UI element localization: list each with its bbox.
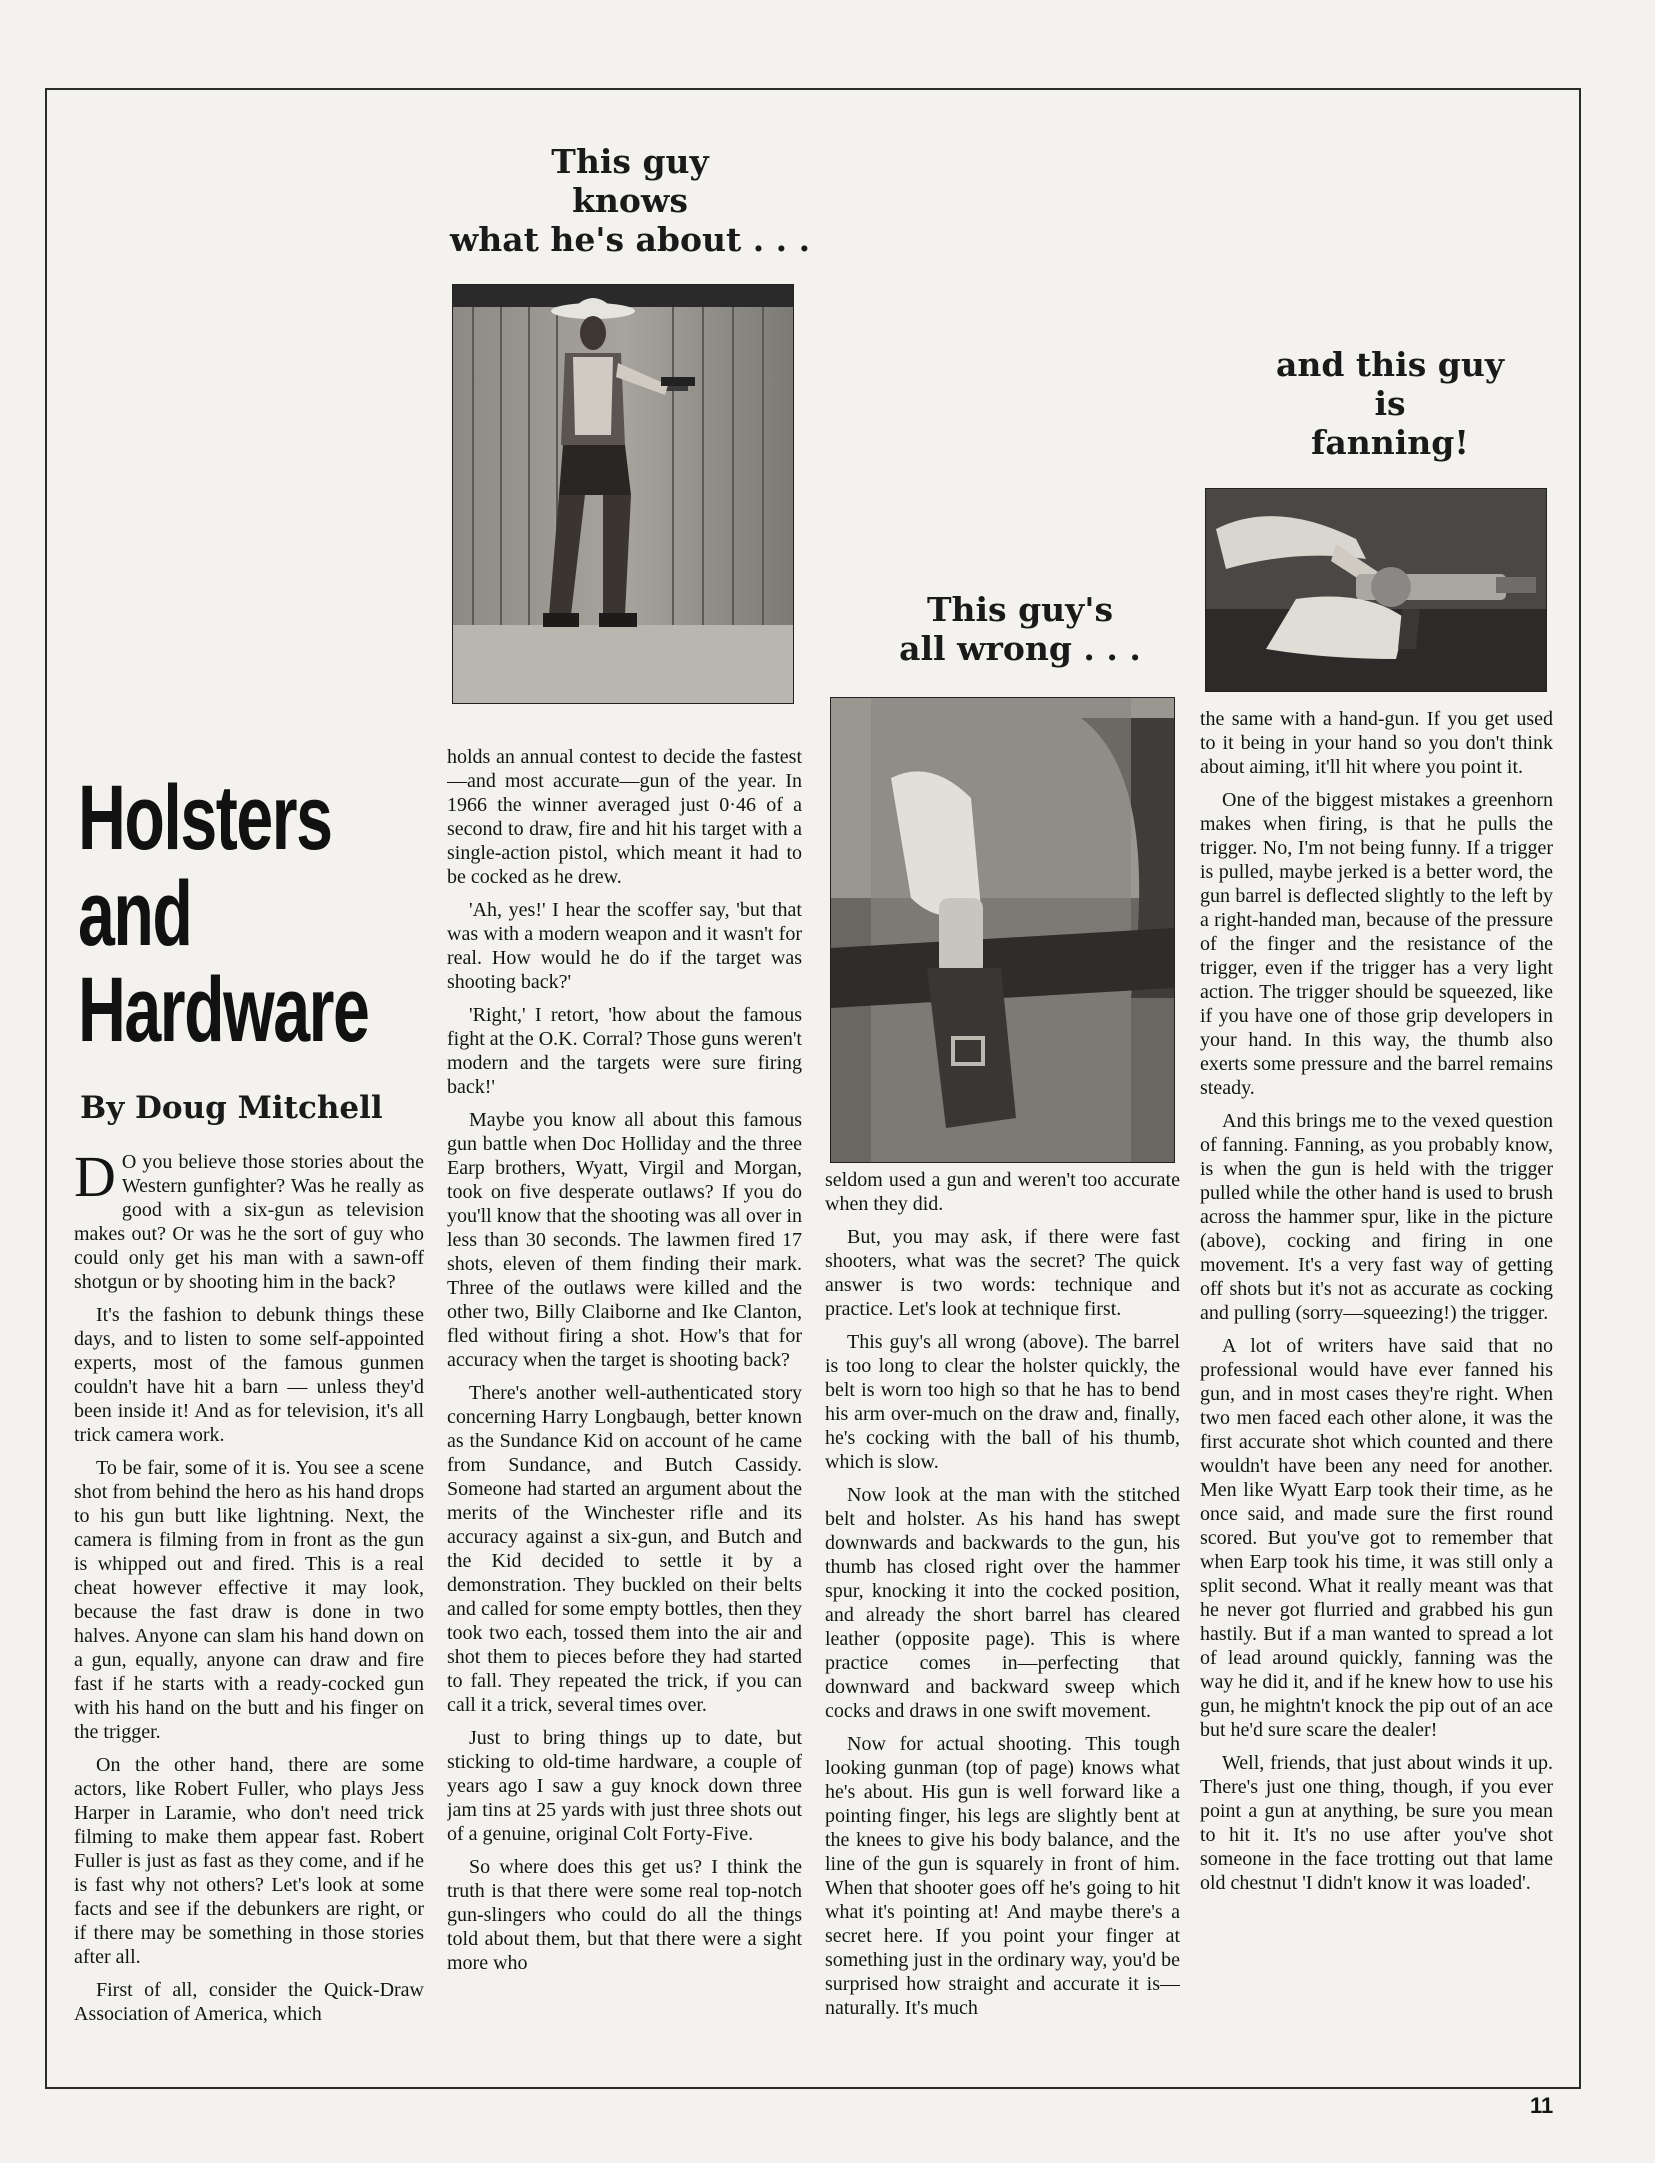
col4-paragraph-3: And this brings me to the vexed question of fanning. Fanning, as you probably know, is when the gun is held with the trigger pulled while the other hand is used to brush across the hammer spur, like in the picture (above), cocking and firing in one movement. It's a very fast way of getting off shots but it's not as accurate as cocking and pulling (sorry—squeezing!) the trigger. xyxy=(1200,1110,1553,1324)
col1-paragraph-3: To be fair, some of it is. You see a scene shot from behind the hero as his hand drops to his gun butt like lightning. Next, the camera is filming from in front as the gun is whipped out and fired. This is a real cheat however effective it may look, because the fast draw is done in two halves. Anyone can slam his hand down on a gun, equally, anyone can draw and fire fast if he starts with a ready-cocked gun with his hand on the butt and his finger on the trigger. xyxy=(74,1457,424,1743)
caption-knows xyxy=(440,142,820,259)
byline: By Doug Mitchell xyxy=(80,1090,383,1126)
col2-paragraph-3: 'Right,' I retort, 'how about the famous fight at the O.K. Corral? Those guns weren't modern and the targets were sure firing back!' xyxy=(447,1004,802,1098)
col3-paragraph-3: This guy's all wrong (above). The barrel is too long to clear the holster quickly, the belt is worn too high so that he has to bend his arm over-much on the draw and, finally, he's cocking with the ball of his thumb, which is slow. xyxy=(825,1331,1180,1473)
article-column-2 xyxy=(447,745,802,2045)
gunman-drawing-illustration xyxy=(453,285,793,703)
caption-knows-line3: what he's about . . . xyxy=(449,220,811,259)
col1-paragraph-1: D O you believe those stories about the Western gunfighter? Was he really as good with a six-gun as television makes out? Or was he the sort of guy who could only get his man with a sawn-off shotgun or by shooting him in the back? xyxy=(74,1150,424,1293)
col2-paragraph-6: Just to bring things up to date, but sticking to old-time hardware, a couple of years ago I saw a guy knock down three jam tins at 25 yards with just three shots out of a genuine, original Colt Forty-Five. xyxy=(447,1727,802,1845)
col3-paragraph-5: Now for actual shooting. This tough looking gunman (top of page) knows what he's about. His gun is well forward like a pointing finger, his legs are slightly bent at the knees to give his body balance, and the line of the gun is squarely in front of him. When that shooter goes off he's going to hit what it's pointing at! And maybe there's a secret here. If you point your finger at something just in the ordinary way, you'd be surprised how straight and accurate it is—naturally. It's much xyxy=(825,1733,1180,2019)
drop-cap: D xyxy=(74,1150,116,1209)
photo-holster-wrong xyxy=(830,697,1175,1163)
caption-fanning-line3: fanning! xyxy=(1311,423,1469,462)
col2-paragraph-5: There's another well-authenticated story concerning Harry Longbaugh, better known as the Sundance Kid on account of he came from Sundance, and Butch Cassidy. Someone had started an argument about the merits of the Winchester rifle and its accuracy against a six-gun, and Butch and the Kid decided to settle it by a demonstration. They buckled on their belts and called for some empty bottles, then they took two each, tossed them into the air and shot them to pieces before they had started to fall. They repeated the trick, if you can call it a trick, several times over. xyxy=(447,1382,802,1716)
photo-gunman-drawing xyxy=(452,284,794,704)
col3-paragraph-1: seldom used a gun and weren't too accurate when they did. xyxy=(825,1169,1180,1215)
col2-paragraph-4: Maybe you know all about this famous gun battle when Doc Holliday and the three Earp brothers, Wyatt, Virgil and Morgan, took on five desperate outlaws? If you do you'll know that the shooting was all over in less than 30 seconds. The lawmen fired 17 shots, eleven of them finding their mark. Three of the outlaws were killed and the other two, Billy Claiborne and Ike Clanton, fled without firing a shot. How's that for accuracy when the target is shooting back? xyxy=(447,1109,802,1371)
col4-paragraph-2: One of the biggest mistakes a greenhorn makes when firing, is that he pulls the trigger. No, I'm not being funny. If a trigger is pulled, maybe jerked is a better word, the gun barrel is deflected slightly to the left by a right-handed man, because of the pressure of the finger and the resistance of the trigger, even if the trigger has a very light action. The trigger should be squeezed, like if you have one of those grip developers in your hand. In this way, the thumb also exerts some pressure and the barrel remains steady. xyxy=(1200,789,1553,1099)
col2-paragraph-1: holds an annual contest to decide the fastest—and most accurate—gun of the year. In 1966 the winner averaged just 0·46 of a second to draw, fire and hit his target with a single-action pistol, which meant it had to be cocked as he drew. xyxy=(447,746,802,888)
col4-paragraph-5: Well, friends, that just about winds it up. There's just one thing, though, if you ever point a gun at anything, be sure you mean to hit it. It's no use after you've shot someone in the face trotting out that lame old chestnut 'I didn't know it was loaded'. xyxy=(1200,1752,1553,1894)
caption-knows-line2: knows xyxy=(572,181,688,220)
page-number: 11 xyxy=(1530,2093,1554,2118)
col4-paragraph-1: the same with a hand-gun. If you get used to it being in your hand so you don't think about aiming, it'll hit where you point it. xyxy=(1200,708,1553,778)
col4-paragraph-4: A lot of writers have said that no professional would have ever fanned his gun, and in most cases they're right. When two men faced each other alone, it was the first accurate shot which counted and there wouldn't have been any need for another. Men like Wyatt Earp took their time, as he once said, and made sure the first round scored. But you've got to remember that when Earp took his time, it was still only a split second. What it really meant was that he never got flurried and grabbed his gun hastily. But if a man wanted to spread a lot of lead around quickly, fanning was the way he did it, and if he knew how to use his gun, he mightn't knock the pip out of an ace but he'd sure scare the dealer! xyxy=(1200,1335,1553,1741)
photo-fanning xyxy=(1205,488,1547,692)
col2-paragraph-7: So where does this get us? I think the truth is that there were some real top-notch gun-slingers who could do all the things told about them, but that there were a sight more who xyxy=(447,1856,802,1974)
caption-fanning-line1: and this guy xyxy=(1275,345,1505,384)
title-line-1: Holsters xyxy=(78,767,332,869)
fanning-illustration xyxy=(1206,489,1546,691)
caption-wrong-line1: This guy's xyxy=(926,590,1114,629)
article-column-1 xyxy=(74,1150,424,2045)
col1-paragraph-2: It's the fashion to debunk things these days, and to listen to some self-appointed experts, most of the famous gunmen couldn't have hit a barn — unless they'd been inside it! And as for television, it's all trick camera work. xyxy=(74,1304,424,1446)
col1-paragraph-4: On the other hand, there are some actors, like Robert Fuller, who plays Jess Harper in Laramie, who don't need trick filming to make them appear fast. Robert Fuller is just as fast as they come, and if he is fast why not others? Let's look at some facts and see if the debunkers are right, or if there may be something in those stories after all. xyxy=(74,1754,424,1968)
article-title xyxy=(78,767,369,1061)
col3-paragraph-4: Now look at the man with the stitched belt and holster. As his hand has swept downwards and backwards to the gun, his thumb has closed right over the hammer spur, knocking it into the cocked position, and already the short barrel has cleared leather (opposite page). This is where practice comes in—perfecting that downward and backward sweep which cocks and draws in one swift movement. xyxy=(825,1484,1180,1722)
title-line-2: and xyxy=(78,863,192,965)
col2-paragraph-2: 'Ah, yes!' I hear the scoffer say, 'but that was with a modern weapon and it wasn't for real. How would he do if the target was shooting back?' xyxy=(447,899,802,993)
article-column-4 xyxy=(1200,707,1553,2045)
holster-wrong-illustration xyxy=(831,698,1174,1162)
col1-paragraph-5: First of all, consider the Quick-Draw Association of America, which xyxy=(74,1979,424,2025)
col3-paragraph-2: But, you may ask, if there were fast shooters, what was the secret? The quick answer is two words: technique and practice. Let's look at technique first. xyxy=(825,1226,1180,1320)
caption-fanning-line2: is xyxy=(1374,384,1406,423)
caption-wrong-line2: all wrong . . . xyxy=(899,629,1141,668)
article-column-3 xyxy=(825,1168,1180,2045)
caption-knows-line1: This guy xyxy=(551,142,709,181)
title-line-3: Hardware xyxy=(78,959,369,1061)
caption-wrong xyxy=(840,590,1200,668)
caption-fanning xyxy=(1230,345,1550,462)
